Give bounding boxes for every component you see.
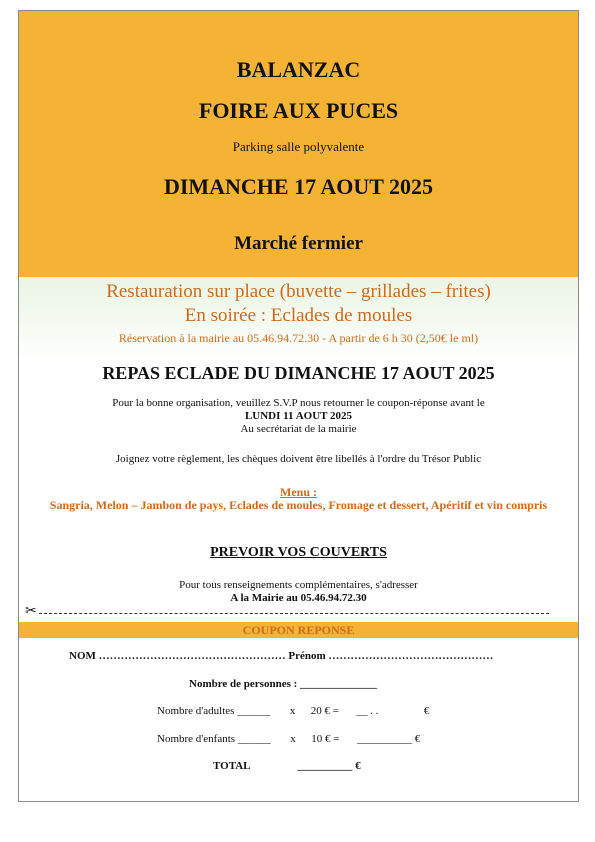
- repas-title: REPAS ECLADE DU DIMANCHE 17 AOUT 2025: [102, 363, 495, 383]
- adults-result[interactable]: __ . .: [356, 705, 379, 717]
- event-title: FOIRE AUX PUCES: [198, 98, 399, 123]
- children-result[interactable]: __________: [357, 733, 413, 745]
- repas-deadline: LUNDI 11 AOUT 2025: [244, 410, 353, 422]
- persons-label: Nombre de personnes :: [189, 678, 298, 690]
- repas-office: Au secrétariat de la mairie: [240, 423, 357, 435]
- children-price: 10 € =: [311, 733, 340, 745]
- adults-price: 20 € =: [310, 705, 339, 717]
- adults-multiply: x: [289, 705, 296, 717]
- evening-line: En soirée : Eclades de moules: [184, 305, 413, 326]
- children-multiply: x: [290, 733, 296, 745]
- children-label: Nombre d'enfants: [157, 733, 236, 745]
- persons-field[interactable]: ______________: [300, 678, 378, 690]
- children-field[interactable]: ______: [237, 733, 271, 745]
- cutlery-notice: PREVOIR VOS COUVERTS: [210, 545, 387, 560]
- restaurant-line: Restauration sur place (buvette – grillades – frites): [106, 281, 491, 302]
- menu-heading: Menu :: [280, 485, 317, 499]
- adults-row: [157, 705, 429, 717]
- total-row: [213, 760, 361, 772]
- info-phone: A la Mairie au 05.46.94.72.30: [230, 592, 367, 604]
- payment-note: Joignez votre règlement, les chèques doivent être libellés à l'ordre du Trésor Public: [115, 453, 482, 465]
- name-row: [69, 650, 493, 662]
- adults-field[interactable]: ______: [237, 705, 271, 717]
- scissors-icon: ✂: [25, 603, 37, 619]
- total-label: TOTAL: [213, 760, 250, 772]
- cut-line: [39, 613, 549, 614]
- nom-label: NOM: [69, 650, 96, 662]
- total-euro: €: [355, 760, 361, 772]
- event-location: Parking salle polyvalente: [232, 139, 365, 154]
- prenom-label: Prénom: [288, 650, 326, 662]
- menu-items: Sangria, Melon – Jambon de pays, Eclades de moules, Fromage et dessert, Apéritif et vin compris: [49, 498, 548, 512]
- children-euro: €: [414, 733, 421, 745]
- adults-label: Nombre d'adultes: [157, 705, 235, 717]
- coupon-title: COUPON REPONSE: [242, 623, 355, 637]
- adults-euro: €: [423, 705, 430, 717]
- total-field[interactable]: __________: [297, 760, 353, 772]
- info-line: Pour tous renseignements complémentaires, s'adresser: [179, 579, 418, 591]
- reservation-line: Réservation à la mairie au 05.46.94.72.30 - A partir de 6 h 30 (2,50€ le ml): [118, 331, 479, 345]
- market-label: Marché fermier: [234, 233, 363, 254]
- town-name: BALANZAC: [236, 57, 361, 82]
- persons-row: [189, 678, 377, 690]
- children-row: [157, 733, 420, 745]
- flyer-frame: [18, 10, 579, 802]
- event-date: DIMANCHE 17 AOUT 2025: [163, 174, 434, 199]
- nom-field[interactable]: ……………………………………………: [98, 650, 286, 662]
- prenom-field[interactable]: ………………………………………: [328, 650, 494, 662]
- repas-instruction: Pour la bonne organisation, veuillez S.V.P nous retourner le coupon-réponse avant le: [112, 397, 485, 409]
